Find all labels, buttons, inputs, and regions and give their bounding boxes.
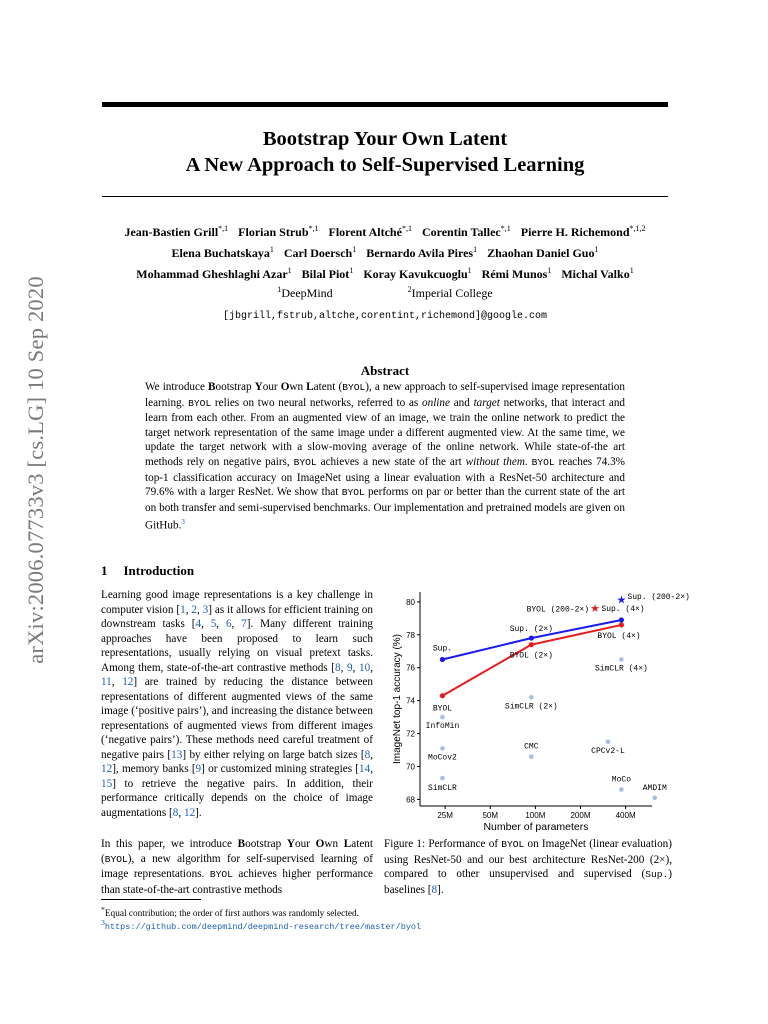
authors-row-3 [90,260,680,285]
arxiv-identifier: arXiv:2006.07733v3 [cs.LG] 10 Sep 2020 [23,276,48,664]
author-affiliation-mark: 1 [629,266,634,275]
citation[interactable]: 9 [347,661,353,674]
star-marker: ★ [590,602,600,615]
text-run: wn [324,838,344,850]
text-run: and [449,396,474,409]
text-run: ] or customized mining strategies [ [201,763,360,775]
author-affiliation-mark: 1 [547,266,552,275]
point-label: CMC [524,742,539,752]
text-run: ]. [437,883,444,896]
citation[interactable]: 15 [101,777,113,790]
paper-title-line-1: Bootstrap Your Own Latent [262,128,508,150]
text-run: O [315,838,325,850]
baseline-point [529,695,534,700]
y-tick-label: 76 [406,663,415,673]
intro-paragraph-2 [101,837,373,897]
citation[interactable]: 10 [359,661,371,674]
text-run: achieves a new state of the art [316,455,466,468]
y-tick-label: 68 [406,795,415,805]
x-tick-label: 50M [482,811,499,820]
affiliations [102,285,668,301]
star-marker: ★ [616,594,627,607]
citation[interactable]: 8 [335,661,341,674]
text-run: our [295,838,316,850]
citation[interactable]: 8 [431,883,438,896]
text-run: ), a new approach to self-supervised image representation learning. [145,381,625,409]
point-label: AMDIM [642,783,667,793]
text-run: B [208,381,216,393]
text-run: , [201,618,211,630]
author-affiliation-mark: 1 [352,245,357,254]
y-tick-label: 74 [406,696,415,706]
text-run: , [216,618,226,630]
text-run: BYOL [342,382,366,393]
text-run: , [352,661,360,674]
point-label: BYOL (200-2×) [526,605,590,615]
author-name: Koray Kavukcuoglu$^1$ [363,266,472,281]
citation[interactable]: 12 [183,806,196,819]
arxiv-sidebar [6,270,66,670]
text-run: ootstrap [245,838,287,850]
affiliation-1: $^1$DeepMind [277,285,333,300]
author-emails: [jbgrill,fstrub,altche,corentint,richemond]@google.com [222,311,548,322]
sup-point [619,617,624,622]
point-label: BYOL (2×) [509,651,553,661]
citation[interactable]: 13 [171,748,183,761]
footnote-github: $^3$https://github.com/deepmind/deepmind-research/tree/master/byol [101,918,422,933]
citation[interactable]: 3 [202,603,209,616]
affiliation-2: $^2$Imperial College [407,285,493,300]
sup-point [440,657,445,662]
citation[interactable]: 1 [180,603,186,616]
abstract-body [145,380,625,534]
y-tick-label: 78 [406,630,415,640]
text-run: online [422,396,450,409]
baseline-point [440,746,445,751]
author-name: Rémi Munos$^1$ [481,266,552,281]
section-heading [101,563,194,579]
author-name: Elena Buchatskaya$^1$ [171,245,274,260]
top-rule [102,102,668,107]
citation: 3 [181,518,185,527]
citation[interactable]: 2 [191,603,197,616]
y-tick-label: 80 [406,597,415,607]
author-name: Bernardo Avila Pires$^1$ [366,245,478,260]
x-tick-label: 200M [570,811,591,820]
text-run: ], memory banks [ [112,763,196,775]
text-run: target [473,396,500,409]
text-run: ]. [195,806,202,819]
text-run: . [524,455,532,468]
author-affiliation-mark: *,1 [308,224,319,233]
point-label: InfoMin [425,722,460,732]
author-affiliation-mark: *,1,2 [629,224,646,233]
section-number: 1 [101,563,108,578]
y-axis-label: ImageNet top-1 accuracy (%) [392,633,403,765]
author-affiliation-mark: 1 [594,245,599,254]
x-tick-label: 400M [615,811,636,820]
author-affiliation-mark: *,1 [218,224,229,233]
text-run: BYOL [104,853,128,865]
byol-point [529,642,534,647]
citation[interactable]: 5 [210,618,217,630]
citation[interactable]: 8 [172,806,179,819]
citation[interactable]: 12 [101,763,113,775]
text-run: Y [286,838,295,850]
point-label: BYOL (4×) [597,631,641,641]
point-label: Sup. (2×) [509,625,553,635]
point-label: MoCo [611,775,632,785]
text-run: ), a new algorithm for self-supervised learning of image representations. [101,852,373,880]
text-run: O [280,381,290,393]
text-run: atent ( [313,381,343,393]
text-run: Y [254,381,263,393]
section-title: Introduction [123,563,195,578]
author-affiliation-mark: 1 [473,245,478,254]
baseline-point [529,754,534,759]
point-label: Sup. (4×) [601,604,645,614]
author-affiliation-mark: *,1 [401,224,412,233]
text-run: ] as it allows for efficient training on downstream tasks [ [101,603,373,630]
paper-title-line-2: A New Approach to Self-Supervised Learning [185,154,585,176]
citation[interactable]: 7 [241,618,247,630]
point-label: MoCov2 [428,753,457,763]
point-label: Sup. (200-2×) [627,593,690,603]
author-name: Bilal Piot$^1$ [301,266,354,281]
text-run: We introduce [145,381,209,393]
point-label: CPCv2-L [591,746,625,756]
text-run: In this paper, we introduce [101,838,238,850]
plot-area [392,592,690,833]
text-run: wn [289,381,307,393]
text-run: ] are trained by reducing the distance between representations of different augmented views of the same image (‘positive pairs’), and increasing the distance between representations of augmented views from different images (‘negative pairs’). These methods need careful treatment of negative pairs [ [101,676,373,761]
figure-1-caption [384,837,672,897]
x-tick-label: 25M [437,811,453,820]
text-run: reaches 74.3% top-1 classification accuracy on ImageNet using a linear evaluation with a ResNet-50 architecture and 79.6% with a larger ResNet. We show that [145,455,626,499]
baseline-point [440,776,445,781]
title-rule [102,196,668,197]
text-run: BYOL [293,456,317,468]
author-affiliation-mark: 1 [269,245,274,254]
github-link[interactable]: https://github.com/deepmind/deepmind-research/tree/master/byol [104,922,422,933]
footnote-rule [101,899,201,900]
text-run: ootstrap [215,381,255,393]
baseline-point [619,787,624,792]
x-axis-label: Number of parameters [483,821,589,833]
author-name: Zhaohan Daniel Guo$^1$ [487,245,599,260]
baseline-point [619,657,624,662]
author-name: Florian Strub$^{*,1}$ [238,224,319,239]
point-label: BYOL [432,704,453,714]
text-run: BYOL [188,397,212,409]
author-affiliation-mark: 1 [467,266,472,275]
text-run: Sup. [645,869,669,880]
citation[interactable]: 6 [225,618,232,630]
byol-point [440,693,445,698]
author-affiliation-mark: *,1 [500,224,511,233]
text-run: BYOL [501,839,525,850]
text-run: L [343,838,352,850]
text-run: on ImageNet (linear evaluation) using ResNet-50 and our best architecture ResNet-200 (2×), compared to other unsupervised and supervised ( [384,838,672,880]
x-tick-label: 100M [525,811,546,820]
text-run: Learning good image representations is a key challenge in computer vision [ [101,589,373,616]
text-run: achieves higher performance than state-of-the-art contrastive methods [101,868,373,896]
text-run: , [370,748,373,761]
abstract-heading: Abstract [360,363,410,378]
intro-paragraph-1 [101,588,373,820]
text-run: L [306,381,314,393]
text-run: , [185,603,192,616]
text-run: BYOL [209,869,233,880]
text-run: networks, that interact and learn from each other. From an augmented view of an image, we train the online network to predict the target network representation of the same image under a different augmented view. At the same time, we update the target network with a slow-moving average of the online network. While state-of-the art methods rely on negative pairs, [145,396,626,468]
text-run: ) baselines [ [384,868,672,896]
text-run: without them [465,455,525,468]
byol-point [619,622,624,627]
author-affiliation-mark: 1 [349,266,354,275]
point-label: Sup. [432,644,453,654]
point-label: SimCLR [428,784,457,794]
text-run: performs on par or better than the current state of the art on both transfer and semi-supervised benchmarks. Our implementation and pretrained models are given on GitHub. [145,486,625,533]
author-name: Carl Doersch$^1$ [283,245,357,260]
text-run: , [111,676,123,688]
author-affiliation-mark: 1 [287,266,292,275]
author-name: Corentin Tallec$^{*,1}$ [421,224,511,239]
text-run: relies on two neural networks, referred to as [211,396,423,409]
text-run: , [370,763,373,775]
text-run: , [340,661,348,674]
text-run: Figure 1: Performance of [384,838,502,850]
y-tick-label: 72 [406,729,415,739]
text-run: atent ( [101,838,373,865]
author-name: Mohammad Gheshlaghi Azar$^1$ [136,266,292,281]
citation[interactable]: 11 [101,676,112,688]
citation[interactable]: 4 [195,618,202,630]
author-name: Pierre H. Richemond$^{*,1,2}$ [520,224,646,239]
baseline-point [606,740,611,745]
text-run: ]. Many different training approaches have been proposed to learn such representations, usually relying on visual pretext tasks. Among them, state-of-the-art contrastive methods [ [101,618,374,674]
baseline-point [440,715,445,720]
footnote-equal-contribution: *Equal contribution; the order of first authors was randomly selected. [101,905,359,920]
author-name: Jean-Bastien Grill$^{*,1}$ [124,224,229,239]
author-name: Florent Altché$^{*,1}$ [328,224,412,239]
text-run: , [178,806,184,819]
text-run: B [237,838,246,850]
point-label: SimCLR (4×) [594,664,648,674]
author-name: Michal Valko$^1$ [561,266,634,281]
text-run: our [262,381,281,393]
citation[interactable]: 12 [122,676,134,688]
text-run: , [370,661,374,674]
text-run: , [196,603,203,616]
text-run: ] to retrieve the negative pairs. In addition, their performance critically depends on the choice of image augmentations [ [101,777,373,819]
citation[interactable]: 8 [364,748,371,761]
point-label: SimCLR (2×) [504,702,558,712]
sup-point [529,635,534,640]
y-tick-label: 70 [406,762,415,772]
citation[interactable]: 9 [195,763,202,775]
citation[interactable]: 14 [359,763,371,775]
text-run: BYOL [341,487,365,499]
text-run: , [231,618,242,630]
text-run: ] by either relying on large batch sizes [ [182,748,365,761]
figure-1-chart [380,578,690,834]
text-run: BYOL [531,456,555,468]
baseline-point [652,795,657,800]
